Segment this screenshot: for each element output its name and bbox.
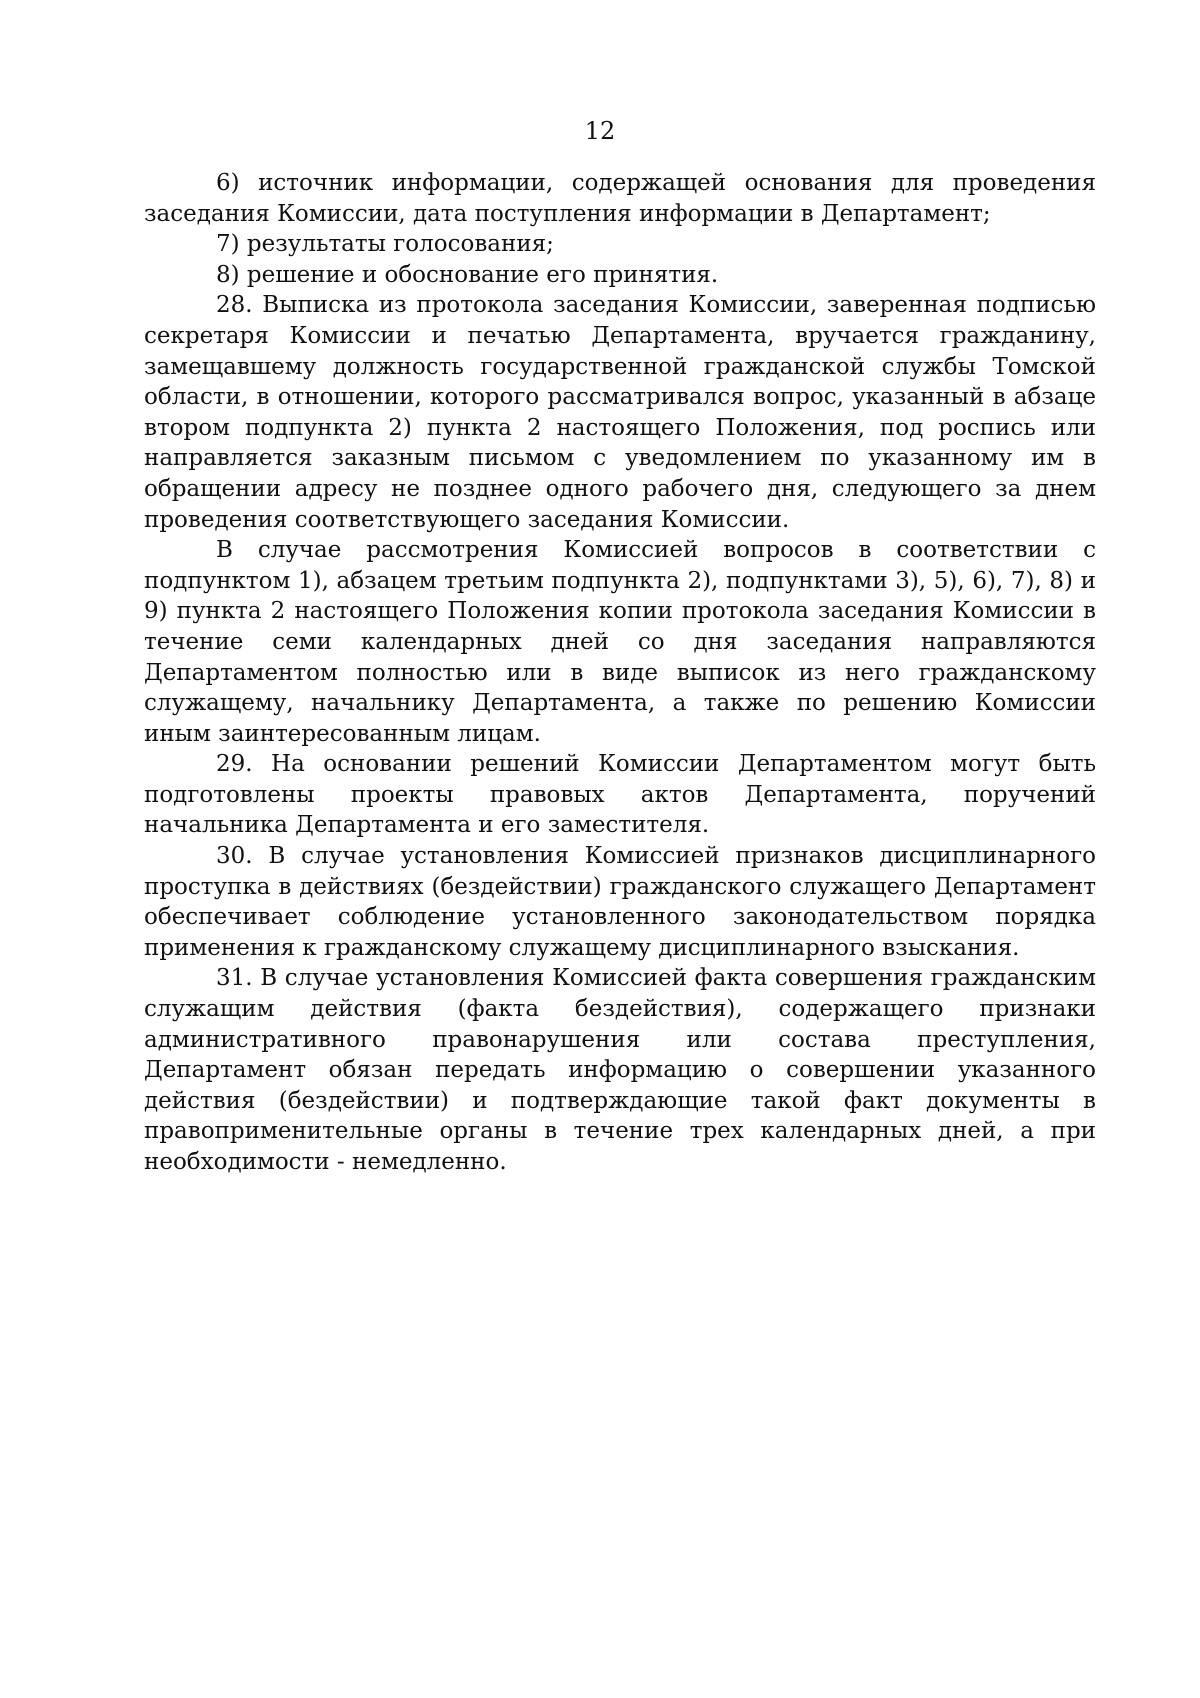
paragraph-31-offense: 31. В случае установления Комиссией факта совершения гражданским служащим действия (факта бездействия), содержащего признаки административного правонарушения или состава преступления, Департамент обязан передать информацию о совершении указанного действия (бездействии) и подтверждающие такой факт документы в правоприменительные органы в течение трех календарных дней, а при необходимости - немедленно. xyxy=(144,965,1096,1175)
paragraph-30-disciplinary: 30. В случае установления Комиссией признаков дисциплинарного проступка в действиях (бездействии) гражданского служащего Департамент обеспечивает соблюдение установленного законодательством порядка применения к гражданскому служащему дисциплинарного взыскания. xyxy=(144,843,1096,961)
document-body xyxy=(144,168,1096,1178)
paragraph-29-legal-acts: 29. На основании решений Комиссии Департаментом могут быть подготовлены проекты правовых актов Департамента, поручений начальника Департамента и его заместителя. xyxy=(144,751,1096,839)
page-number: 12 xyxy=(584,117,616,145)
paragraph-item-7-voting-results: 7) результаты голосования; xyxy=(216,231,554,258)
paragraph-28-protocol-copies: В случае рассмотрения Комиссией вопросов в соответствии с подпунктом 1), абзацем третьим подпункта 2), подпунктами 3), 5), 6), 7), 8) и 9) пункта 2 настоящего Положения копии протокола заседания Комиссии в течение семи календарных дней со дня заседания направляются Департаментом полностью или в виде выписок из него гражданскому служащему, начальнику Департамента, а также по решению Комиссии иным заинтересованным лицам. xyxy=(144,537,1096,747)
paragraph-item-6-source: 6) источник информации, содержащей основания для проведения заседания Комиссии, дата поступления информации в Департамент; xyxy=(144,170,1096,227)
paragraph-item-8-decision: 8) решение и обоснование его принятия. xyxy=(216,261,719,288)
paragraph-28-extract: 28. Выписка из протокола заседания Комиссии, заверенная подписью секретаря Комиссии и печатью Департамента, вручается гражданину, замещавшему должность государственной гражданской службы Томской области, в отношении, которого рассматривался вопрос, указанный в абзаце втором подпункта 2) пункта 2 настоящего Положения, под роспись или направляется заказным письмом с уведомлением по указанному им в обращении адресу не позднее одного рабочего дня, следующего за днем проведения соответствующего заседания Комиссии. xyxy=(144,292,1096,533)
